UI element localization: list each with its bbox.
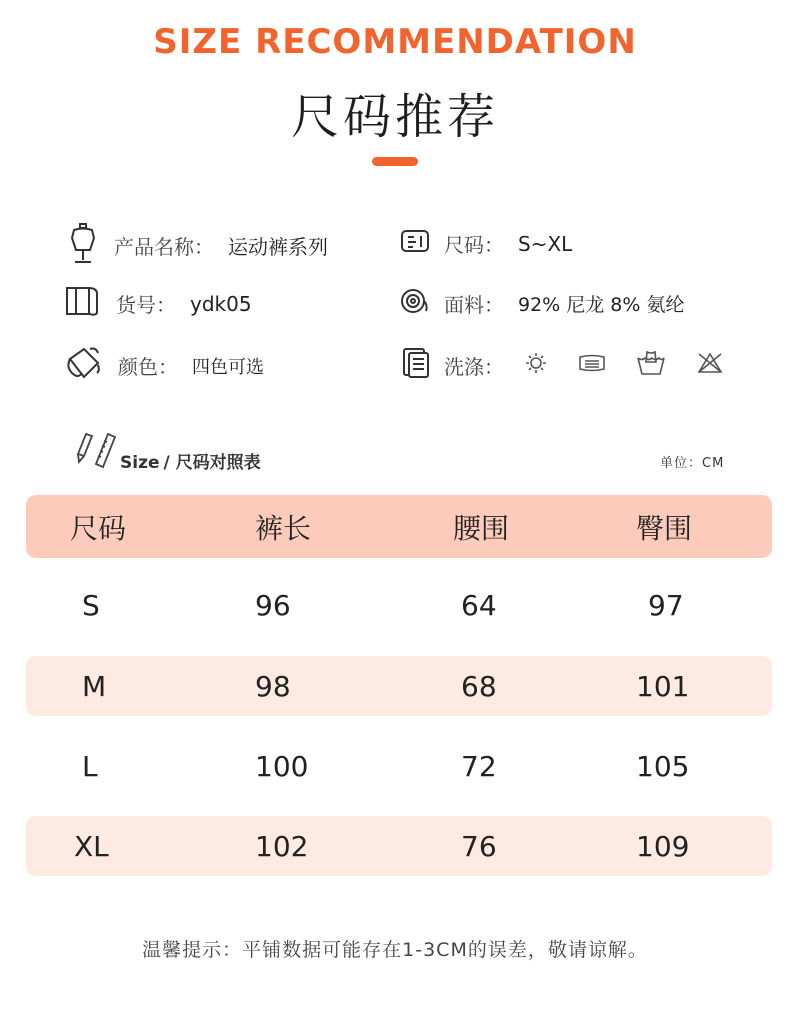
cell-hip: 101 xyxy=(636,669,690,703)
product-name-value: 运动裤系列 xyxy=(228,235,328,259)
fabric-row xyxy=(400,286,685,321)
size-range-value: S~XL xyxy=(518,231,573,256)
color-value: 四色可选 xyxy=(192,356,264,378)
cell-size: S xyxy=(82,588,100,622)
english-title: SIZE RECOMMENDATION xyxy=(153,22,637,62)
sku-label: 货号： xyxy=(116,293,176,317)
cell-waist: 76 xyxy=(461,829,497,863)
cell-size: XL xyxy=(74,829,109,863)
mannequin-icon xyxy=(66,220,100,271)
cell-hip: 109 xyxy=(636,829,690,863)
fabric-value: 92% 尼龙 8% 氨纶 xyxy=(518,294,685,316)
color-row xyxy=(64,343,264,388)
cell-length: 96 xyxy=(255,588,291,622)
table-row xyxy=(26,656,772,716)
cell-waist: 72 xyxy=(461,749,497,783)
title-underline xyxy=(372,157,418,166)
fabric-label: 面料： xyxy=(444,293,504,317)
product-name-label: 产品名称： xyxy=(114,235,214,259)
table-row xyxy=(26,816,772,876)
size-chart-caption-cn: / 尺码对照表 xyxy=(163,453,261,473)
cell-length: 102 xyxy=(255,829,309,863)
laundry-icon xyxy=(402,347,430,384)
cell-size: L xyxy=(82,749,98,783)
cell-size: M xyxy=(82,669,107,703)
table-row xyxy=(26,736,772,796)
table-header-row xyxy=(26,495,772,558)
size-chart-caption-en: Size xyxy=(120,453,160,473)
cell-hip: 105 xyxy=(636,749,690,783)
size-range-label: 尺码： xyxy=(444,233,504,257)
sun-dry-icon xyxy=(524,351,548,380)
header-length: 裤长 xyxy=(255,511,312,545)
cell-hip: 97 xyxy=(648,588,684,622)
wash-row xyxy=(402,347,724,384)
table-row xyxy=(26,575,772,635)
ruler-pencil-icon xyxy=(72,428,116,473)
header-hip: 臀围 xyxy=(636,511,693,545)
cell-waist: 68 xyxy=(461,669,497,703)
header-size: 尺码 xyxy=(70,511,127,545)
color-label: 颜色： xyxy=(118,355,178,379)
unit-label: 单位：CM xyxy=(660,456,725,471)
no-bleach-icon xyxy=(696,351,724,380)
paint-bucket-icon xyxy=(64,343,104,388)
product-name-row xyxy=(66,220,328,271)
size-chart-caption xyxy=(72,428,261,473)
size-tag-icon xyxy=(400,228,430,259)
measurement-note: 温馨提示：平铺数据可能存在1-3CM的误差，敬请谅解。 xyxy=(142,939,648,961)
header-waist: 腰围 xyxy=(453,511,510,545)
cell-length: 98 xyxy=(255,669,291,703)
sku-row xyxy=(64,284,252,323)
size-range-row xyxy=(400,228,572,259)
chinese-title: 尺码推荐 xyxy=(290,89,499,145)
flat-dry-icon xyxy=(578,353,606,378)
cell-length: 100 xyxy=(255,749,309,783)
fabric-roll-icon xyxy=(400,286,430,321)
cell-waist: 64 xyxy=(461,588,497,622)
sku-value: ydk05 xyxy=(190,291,252,316)
book-icon xyxy=(64,284,102,323)
wash-label: 洗涤： xyxy=(444,355,504,379)
hand-wash-icon xyxy=(636,350,666,381)
